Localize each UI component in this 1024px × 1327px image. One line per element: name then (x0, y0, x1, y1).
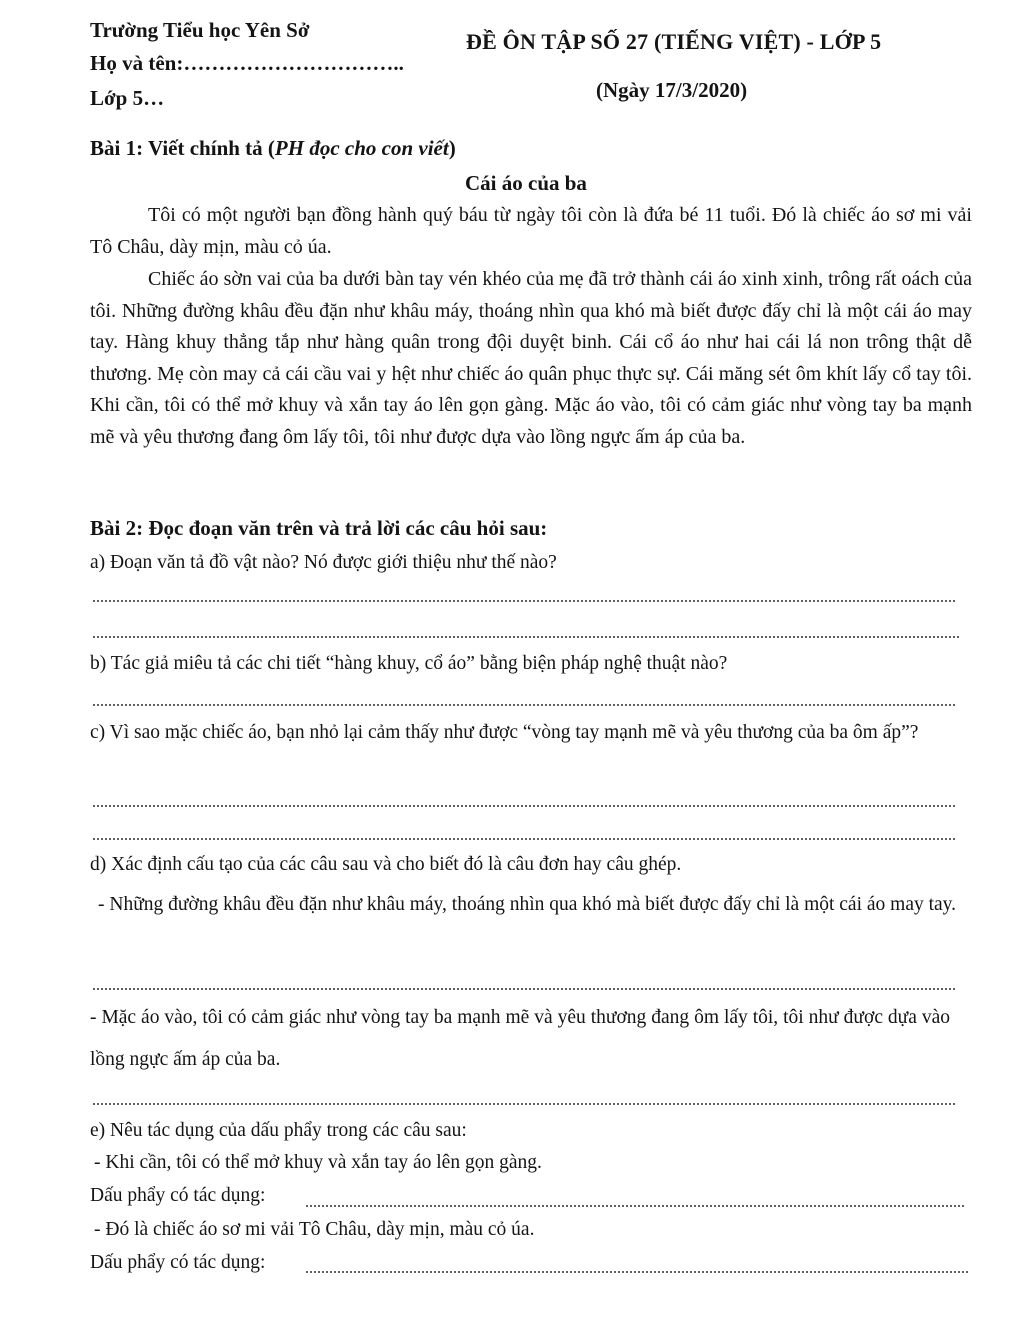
question-e: e) Nêu tác dụng của dấu phẩy trong các câu sau: (90, 1120, 467, 1141)
answer-line-a2[interactable] (92, 636, 960, 638)
student-name-field: Họ và tên:………………………….. (90, 51, 404, 75)
answer-line-e1[interactable] (305, 1205, 965, 1207)
answer-line-d2[interactable] (92, 1103, 956, 1105)
story-paragraph-1: Tôi có một người bạn đồng hành quý báu từ ngày tôi còn là đứa bé 11 tuổi. Đó là chiếc áo sơ mi vải Tô Châu, dày mịn, màu cỏ úa. (90, 204, 972, 258)
class-field: Lớp 5… (90, 86, 165, 110)
answer-line-b[interactable] (92, 704, 956, 706)
exercise-1-heading-bold: Bài 1: Viết chính tả ( (90, 136, 275, 160)
exercise-1-heading-italic: PH đọc cho con viết (274, 136, 449, 160)
comma-usage-label-2: Dấu phẩy có tác dụng: (90, 1252, 266, 1273)
question-a: a) Đoạn văn tả đồ vật nào? Nó được giới thiệu như thế nào? (90, 552, 557, 573)
exercise-2-heading: Bài 2: Đọc đoạn văn trên và trả lời các câu hỏi sau: (90, 516, 548, 540)
question-b: b) Tác giả miêu tả các chi tiết “hàng khuy, cổ áo” bằng biện pháp nghệ thuật nào? (90, 653, 728, 674)
story-title: Cái áo của ba (465, 171, 587, 195)
answer-line-c1[interactable] (92, 805, 956, 807)
answer-line-e2[interactable] (305, 1271, 969, 1273)
worksheet-date: (Ngày 17/3/2020) (596, 78, 748, 102)
question-d-sentence-2: - Mặc áo vào, tôi có cảm giác như vòng tay ba mạnh mẽ và yêu thương đang ôm lấy tôi, tôi như được dựa vào lồng ngực ấm áp của ba. (90, 1007, 950, 1070)
exercise-1-heading-end: ) (448, 136, 456, 160)
question-d-sentence-1: - Những đường khâu đều đặn như khâu máy, thoáng nhìn qua khó mà biết được đấy chỉ là một cái áo may tay. (98, 894, 957, 915)
story-paragraph-2: Chiếc áo sờn vai của ba dưới bàn tay vén khéo của mẹ đã trở thành cái áo xinh xinh, trông rất oách của tôi. Những đường khâu đều đặn như khâu máy, thoáng nhìn qua khó mà biết được đấy chỉ là một cái áo may tay. Hàng khuy thẳng tắp như hàng quân trong đội duyệt binh. Cái cổ áo như hai cái lá non trông thật dễ thương. Mẹ còn may cả cái cầu vai y hệt như chiếc áo quân phục thực sự. Cái măng sét ôm khít lấy cổ tay tôi. Khi cần, tôi có thể mở khuy và xắn tay áo lên gọn gàng. Mặc áo vào, tôi có cảm giác như vòng tay ba mạnh mẽ và yêu thương đang ôm lấy tôi, tôi như được dựa vào lồng ngực ấm áp của ba. (90, 268, 972, 448)
answer-line-d1[interactable] (92, 988, 956, 990)
comma-usage-label-1: Dấu phẩy có tác dụng: (90, 1185, 266, 1206)
question-e-sentence-2: - Đó là chiếc áo sơ mi vải Tô Châu, dày mịn, màu cỏ úa. (94, 1219, 535, 1240)
question-d: d) Xác định cấu tạo của các câu sau và cho biết đó là câu đơn hay câu ghép. (90, 854, 682, 875)
answer-line-c2[interactable] (92, 838, 956, 840)
exercise-1-heading (90, 136, 456, 161)
answer-line-a1[interactable] (92, 600, 956, 602)
question-e-sentence-1: - Khi cần, tôi có thể mở khuy và xắn tay áo lên gọn gàng. (94, 1152, 542, 1173)
question-c: c) Vì sao mặc chiếc áo, bạn nhỏ lại cảm thấy như được “vòng tay mạnh mẽ và yêu thương của ba ôm ấp”? (90, 722, 919, 743)
school-name: Trường Tiểu học Yên Sở (90, 18, 310, 42)
worksheet-title: ĐỀ ÔN TẬP SỐ 27 (TIẾNG VIỆT) - LỚP 5 (466, 29, 882, 54)
